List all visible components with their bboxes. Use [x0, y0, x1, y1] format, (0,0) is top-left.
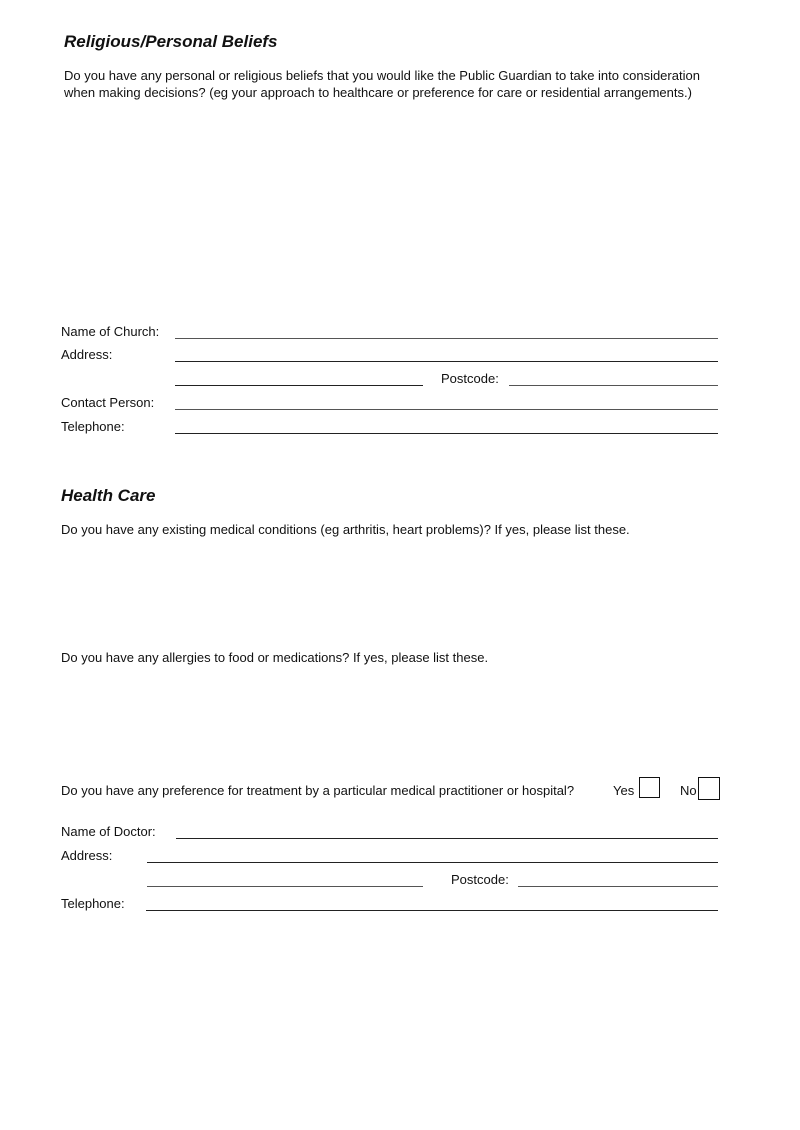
beliefs-question: Do you have any personal or religious beliefs that you would like the Public Guardian to take into consideration when making decisions? (eg your approach to healthcare or preference for care or residential arrangements.)	[64, 68, 700, 100]
treatment-preference-question: Do you have any preference for treatment by a particular medical practitioner or hospital?	[61, 783, 575, 798]
church-telephone-label: Telephone:	[61, 419, 125, 434]
contact-person-label: Contact Person:	[61, 395, 155, 410]
doctor-postcode-label: Postcode:	[451, 872, 509, 887]
church-address-line-2-field[interactable]	[175, 385, 423, 386]
church-address-label: Address:	[61, 347, 113, 362]
yes-checkbox[interactable]	[639, 777, 660, 798]
church-postcode-label: Postcode:	[441, 371, 499, 386]
health-section-title: Health Care	[61, 486, 156, 505]
beliefs-section-title: Religious/Personal Beliefs	[64, 32, 278, 51]
doctor-name-label: Name of Doctor:	[61, 824, 156, 839]
doctor-address-label: Address:	[61, 848, 113, 863]
doctor-address-line-2-field[interactable]	[147, 886, 423, 887]
doctor-name-field[interactable]	[176, 838, 718, 839]
doctor-address-line-1-field[interactable]	[147, 862, 718, 863]
no-label: No	[680, 783, 697, 798]
doctor-telephone-field[interactable]	[146, 910, 718, 911]
doctor-postcode-field[interactable]	[518, 886, 718, 887]
contact-person-field[interactable]	[175, 409, 718, 410]
church-telephone-field[interactable]	[175, 433, 718, 434]
yes-label: Yes	[613, 783, 635, 798]
church-postcode-field[interactable]	[509, 385, 718, 386]
no-checkbox[interactable]	[698, 777, 720, 800]
church-name-field[interactable]	[175, 338, 718, 339]
medical-conditions-question: Do you have any existing medical conditions (eg arthritis, heart problems)? If yes, please list these.	[61, 522, 630, 537]
church-address-line-1-field[interactable]	[175, 361, 718, 362]
church-name-label: Name of Church:	[61, 324, 160, 339]
allergies-question: Do you have any allergies to food or medications? If yes, please list these.	[61, 650, 489, 665]
doctor-telephone-label: Telephone:	[61, 896, 125, 911]
